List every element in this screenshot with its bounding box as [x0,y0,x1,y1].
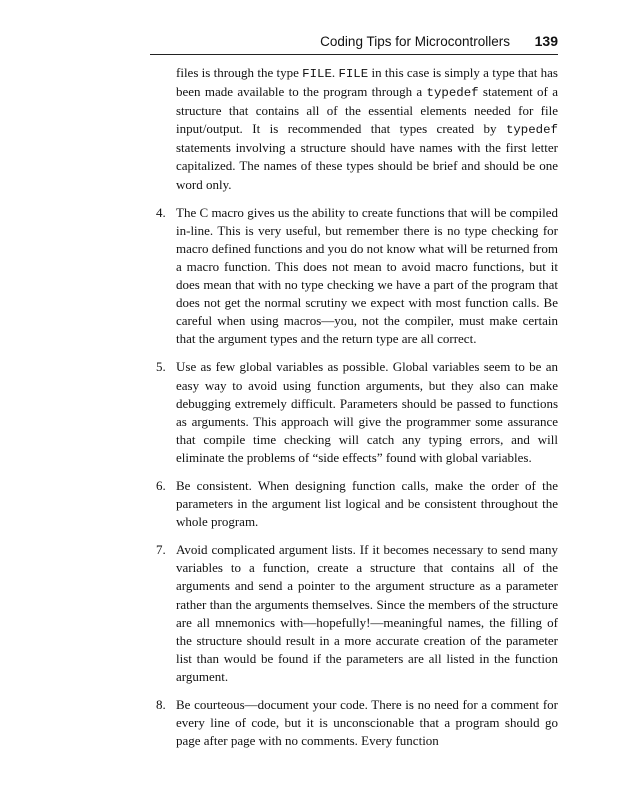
list-item-text: Avoid complicated argument lists. If it becomes necessary to send many variables to a function, create a structure that contains all of the arguments and send a pointer to the argument structure as a parameter rather than the arguments themselves. Since the members of the structure are all mnemonics with—hopefully!—meaningful names, the filling of the structure should result in a more accurate creation of the parameter list than would be found if the parameters are all listed in the function argument. [176,542,558,684]
list-item-text: Be courteous—document your code. There is no need for a comment for every line of code, but it is unconscionable that a program should go page after page with no comments. Every function [176,697,558,749]
code-typedef: typedef [426,86,479,101]
list-item-5 [150,358,558,467]
text-segment: statements involving a structure should have names with the first letter capitalized. The names of these types should be brief and should be one word only. [176,140,558,192]
list-item-6 [150,477,558,531]
list-item-number: 6. [156,477,166,493]
list-item-number: 5. [156,359,166,375]
text-segment: files is through the type [176,65,303,80]
list-item-text: Be consistent. When designing function calls, make the order of the parameters in the argument list logical and be consistent throughout the whole program. [176,477,558,530]
page-number: 139 [534,33,558,49]
list-item-8 [150,696,558,750]
running-header [150,32,558,55]
body-text [150,64,558,750]
list-item-number: 7. [156,542,166,558]
list-item-number: 4. [156,204,166,220]
list-item-number: 8. [156,697,166,712]
code-file: FILE [338,67,369,81]
list-item-text: Use as few global variables as possible. Global variables seem to be an easy way to avoid using function arguments, but they also can make debugging extremely difficult. Parameters should be passed to functions as arguments. This approach will give the programmer some assurance that compile time checking will catch any typing errors, and will eliminate the problems of “side effects” found with global variables. [176,359,558,465]
code-typedef: typedef [505,123,558,138]
text-segment: in this case is simply a type that has been made available to the program through a [176,65,558,100]
text-segment: . [331,65,339,80]
list-item-7 [150,541,558,686]
list-item-4 [150,204,558,349]
running-header-title: Coding Tips for Microcontrollers [320,34,510,49]
list-item-text: The C macro gives us the ability to create functions that will be compiled in-line. This is very useful, but remember there is no type checking for macro defined functions and you do not know what will be returned from a macro function. This does not mean to avoid macro functions, but it does mean that with no type checking we have a part of the program that does not get the normal scrutiny we expect with most function calls. Be careful when using macros—you, not the compiler, must make certain that the argument types and the return type are all correct. [176,204,558,347]
continuation-paragraph [176,64,558,194]
text-segment: statement of a structure that contains all of the essential elements needed for file input/output. It is recommended that types created by [176,84,558,137]
code-file: FILE [302,67,332,81]
